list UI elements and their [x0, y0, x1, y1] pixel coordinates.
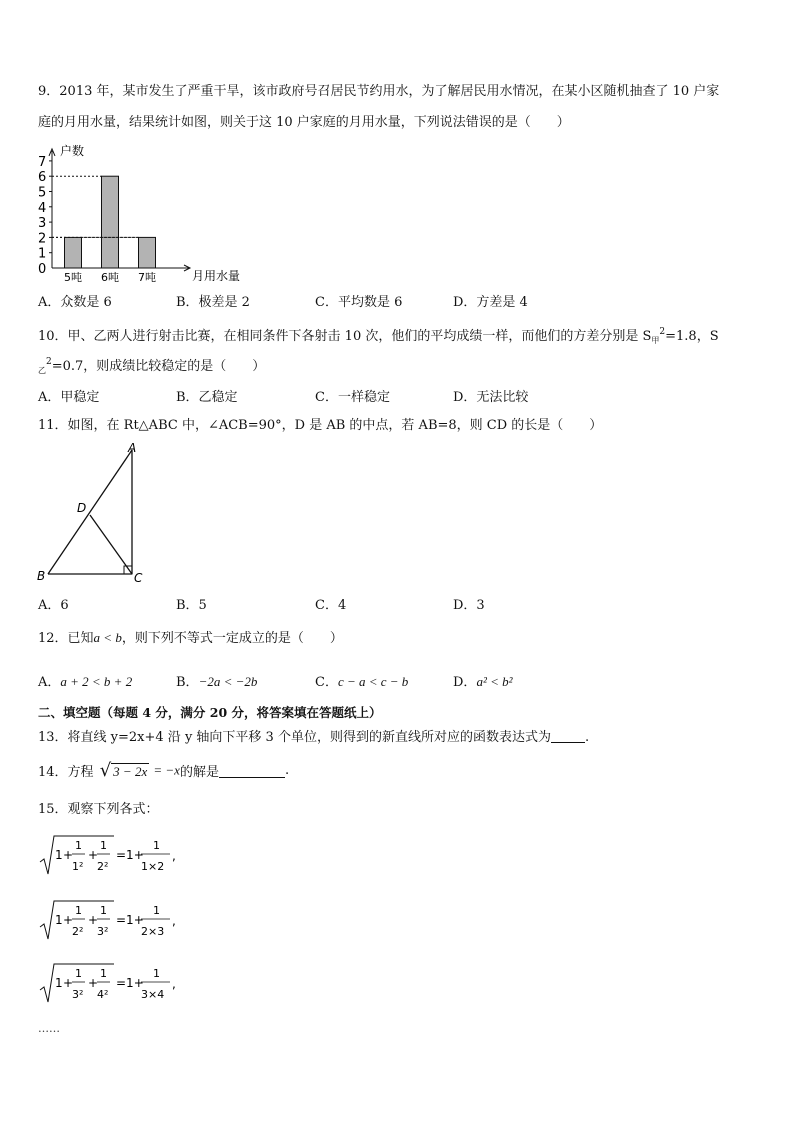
numerator: 1: [153, 904, 160, 917]
plus: +: [88, 913, 99, 927]
y-tick-label: 2: [38, 231, 47, 247]
q14-answer-blank[interactable]: [219, 763, 285, 778]
q12-stem-math: a < b: [93, 630, 122, 645]
plus: +: [63, 976, 74, 990]
numerator: 1: [153, 967, 160, 980]
numerator: 1: [100, 839, 107, 852]
q11-triangle-figure: [34, 440, 154, 590]
q10-sub-yi: 乙: [38, 366, 46, 375]
y-tick-label: 5: [38, 185, 47, 201]
comma: ,: [172, 849, 176, 863]
q11-option-d[interactable]: D．3: [453, 598, 485, 613]
q10-option-c[interactable]: C．一样稳定: [315, 390, 390, 405]
rhs: =1+: [116, 913, 144, 927]
comma: ,: [172, 914, 176, 928]
numerator: 1: [75, 967, 82, 980]
q14-end: .: [284, 763, 290, 778]
q12-stem-a: 12．已知: [38, 631, 94, 646]
y-tick-label: 6: [38, 170, 47, 186]
q10-line1-text-b: =1.8，S: [665, 329, 719, 344]
denominator-1: 2²: [72, 925, 84, 938]
q10-line1: [38, 322, 719, 351]
q9-option-d[interactable]: D．方差是 4: [453, 295, 528, 310]
plus: +: [88, 976, 99, 990]
q12-option-d-math: a² < b²: [476, 674, 513, 689]
denominator-2: 4²: [97, 988, 109, 1001]
q15-formula-2: [38, 897, 198, 943]
q15-title: 15．观察下列各式：: [38, 802, 159, 817]
segment-cd: [90, 515, 132, 574]
formula-one: 1: [55, 976, 63, 990]
q12-stem: [38, 628, 343, 649]
q12-option-a-math: a + 2 < b + 2: [60, 674, 133, 689]
q13-stem: [38, 728, 589, 748]
q9-line2: 庭的月用水量，结果统计如图，则关于这 10 户家庭的月用水量，下列说法错误的是（ ）: [38, 115, 570, 130]
q12-option-b[interactable]: [176, 671, 257, 690]
q15-formula-1: [38, 832, 198, 878]
q10-option-a[interactable]: A．甲稳定: [38, 390, 100, 405]
q12-option-d[interactable]: [453, 671, 513, 690]
x-tick-label: 5吨: [64, 271, 82, 284]
q9-line1: 9．2013 年，某市发生了严重干旱，该市政府号召居民节约用水，为了解居民用水情况，在某小区随机抽查了 10 户家: [38, 84, 720, 99]
section-fill-in-heading: 二、填空题（每题 4 分，满分 20 分，将答案填在答题纸上）: [38, 705, 382, 720]
q11-option-b[interactable]: B．5: [176, 598, 207, 613]
q10-sup-1: 2: [659, 327, 666, 337]
q12-option-c[interactable]: [315, 671, 408, 690]
y-tick-label: 3: [38, 216, 47, 232]
numerator: 1: [75, 904, 82, 917]
q14-suffix: 的解是: [179, 765, 219, 780]
rhs-denominator: 2×3: [141, 925, 165, 938]
denominator-1: 1²: [72, 860, 84, 873]
x-tick-label: 7吨: [138, 271, 156, 284]
q11-stem: 11．如图，在 Rt△ABC 中，∠ACB=90°，D 是 AB 的中点，若 AB=8，则 CD 的长是（ ）: [38, 418, 603, 433]
y-tick-label: 4: [38, 200, 47, 216]
q11-option-a[interactable]: A．6: [38, 598, 69, 613]
q14-rhs: = −x: [153, 762, 180, 778]
q13-answer-blank[interactable]: [551, 728, 585, 743]
q12-option-d-label: D．: [453, 675, 477, 690]
q10-option-d[interactable]: D．无法比较: [453, 390, 529, 405]
y-tick-label: 1: [38, 246, 47, 262]
denominator-2: 2²: [97, 860, 109, 873]
y-axis-label: 户数: [60, 143, 85, 158]
numerator: 1: [153, 839, 160, 852]
q12-option-a-label: A．: [38, 675, 61, 690]
bar: [65, 237, 82, 268]
q10-sup-2: 2: [46, 357, 52, 367]
rhs: =1+: [116, 976, 144, 990]
q9-bar-chart: [30, 135, 270, 285]
label-c: C: [134, 571, 143, 585]
x-axis-label: 月用水量: [192, 269, 241, 283]
q14-radical: [100, 760, 150, 781]
numerator: 1: [100, 904, 107, 917]
numerator: 1: [75, 839, 82, 852]
q12-option-b-label: B．: [176, 675, 199, 690]
q12-option-c-math: c − a < c − b: [337, 674, 409, 689]
label-a: A: [128, 441, 137, 455]
numerator: 1: [100, 967, 107, 980]
q9-option-c[interactable]: C．平均数是 6: [315, 295, 403, 310]
plus: +: [88, 848, 99, 862]
q13-end: .: [584, 730, 590, 745]
comma: ,: [172, 977, 176, 991]
q15-formula-3: [38, 960, 198, 1006]
formula-one: 1: [55, 913, 63, 927]
q15-ellipsis: ……: [38, 1022, 60, 1035]
q11-option-c[interactable]: C．4: [315, 598, 347, 613]
denominator-2: 3²: [97, 925, 109, 938]
y-tick-label: 0: [38, 262, 47, 277]
rhs-denominator: 3×4: [141, 988, 165, 1001]
q14-radicand: 3 − 2x: [113, 764, 148, 779]
rhs-denominator: 1×2: [141, 860, 165, 873]
q10-line1-text: 10．甲、乙两人进行射击比赛，在相同条件下各射击 10 次，他们的平均成绩一样，而他们的方差分别是 S: [38, 329, 652, 344]
plus: +: [63, 913, 74, 927]
q12-option-a[interactable]: [38, 671, 132, 690]
formula-one: 1: [55, 848, 63, 862]
q10-option-b[interactable]: B．乙稳定: [176, 390, 238, 405]
x-tick-label: 6吨: [101, 271, 119, 284]
q14-prefix: 14．方程: [38, 765, 94, 780]
q10-line2-text: =0.7，则成绩比较稳定的是（ ）: [51, 359, 266, 374]
q12-stem-b: ，则下列不等式一定成立的是（ ）: [121, 631, 343, 646]
plus: +: [63, 848, 74, 862]
q13-text: 13．将直线 y=2x+4 沿 y 轴向下平移 3 个单位，则得到的新直线所对应的函数表达式为: [38, 730, 551, 745]
rhs: =1+: [116, 848, 144, 862]
bar: [102, 176, 119, 268]
q9-option-b[interactable]: B．极差是 2: [176, 295, 250, 310]
q14-stem: [38, 760, 289, 784]
q12-option-c-label: C．: [315, 675, 338, 690]
bar: [139, 237, 156, 268]
sqrt-sign-icon: √: [99, 760, 112, 781]
y-tick-label: 7: [38, 154, 47, 170]
label-b: B: [37, 569, 46, 583]
q10-line2: [38, 352, 265, 381]
q12-option-b-math: −2a < −2b: [198, 674, 258, 689]
denominator-1: 3²: [72, 988, 84, 1001]
q10-sub-jia: 甲: [651, 336, 660, 345]
label-d: D: [77, 501, 87, 515]
q9-option-a[interactable]: A．众数是 6: [38, 295, 112, 310]
